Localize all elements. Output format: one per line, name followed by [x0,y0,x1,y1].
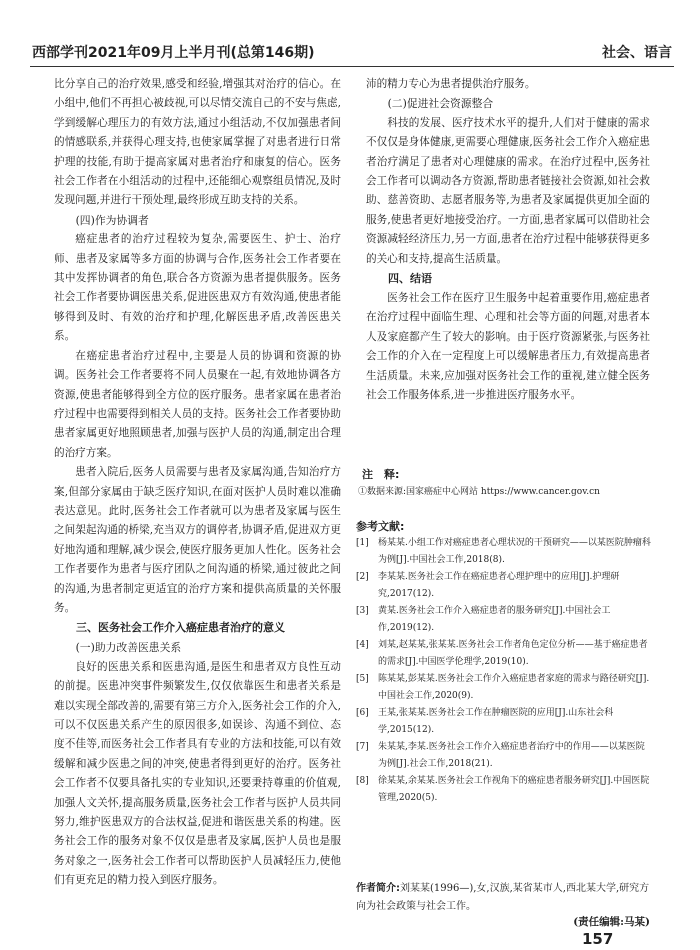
section-heading: 三、医务社会工作介入癌症患者治疗的意义 [76,621,285,635]
page-number: 157 [582,930,614,948]
paragraph: 癌症患者的治疗过程较为复杂,需要医生、护士、治疗师、患者及家属等多方面的协调与合作,医务社会工作者要在其中发挥协调者的角色,联合各方资源为患者提供服务。医务社会工作者要协调医患关系,促进医患双方有效沟通,使患者能够得到及时、有效的治疗和护理,化解医患矛盾,改善医患关系。 [54,233,341,343]
paragraph: 在癌症患者治疗过程中,主要是人员的协调和资源的协调。医务社会工作者要将不同人员聚在一起,有效地协调各方资源,使患者能够得到全方位的医疗服务。患者家属在患者治疗过程中也需要得到相关人员的支持。医务社会工作者要协助患者家属更好地照顾患者,加强与医护人员的沟通,制定出合理的治疗方案。 [54,349,341,459]
reference-item: [2] 李某某.医务社会工作在癌症患者心理护理中的应用[J].护理研究,2017(12). [356,572,620,599]
paragraph: 比分享自己的治疗效果,感受和经验,增强其对治疗的信心。在小组中,他们不再担心被歧视,可以尽情交流自己的不安与焦虑,学到缓解心理压力的有效方法,通过小组活动,不仅加强患者间的情感联系,并获得心理支持,也使家属掌握了对患者进行日常护理的技能,有助于提高家属对患者治疗和康复的信心。医务社会工作者在小组活动的过程中,还能细心观察组员情况,及时发现问题,并进行干预处理,最终形成互助支持的关系。 [54,78,341,207]
reference-item: [1] 杨某某.小组工作对癌症患者心理状况的干预研究——以某医院肿瘤科为例[J].中国社会工作,2018(8). [356,538,651,565]
paragraph: 医务社会工作在医疗卫生服务中起着重要作用,癌症患者在治疗过程中面临生理、心理和社会等方面的问题,对患者本人及家庭都产生了较大的影响。由于医疗资源紧张,与医务社会工作的介入在一定程度上可以缓解患者压力,有效提高患者生活质量。未来,应加强对医务社会工作的重视,建立健全医务社会工作服务体系,进一步推进医疗服务水平。 [366,292,650,402]
reference-item: [6] 王某,张某某.医务社会工作在肿瘤医院的应用[J].山东社会科学,2015(12). [356,708,614,735]
author-text: 刘某某(1996—),女,汉族,某省某市人,西北某大学,研究方向为社会政策与社会工作。 [356,883,650,912]
paragraph: 良好的医患关系和医患沟通,是医生和患者双方良性互动的前提。医患冲突事件频繁发生,仅仅依靠医生和患者关系是难以实现全部改善的,需要有第三方介入,医务社会工作的介入,可以不仅医患关系产生的原因很多,如误诊、沟通不到位、态度不佳等,而医务社会工作者具有专业的方法和技能,可以有效缓解和减少医患之间的冲突,使患者得到更好的治疗。医务社会工作者不仅要具备扎实的专业知识,还要秉持尊重的价值观,加强人文关怀,提高服务质量,医务社会工作者与医护人员共同努力,维护医患双方的合法权益,促进和谐医患关系的构建。医务社会工作的服务对象不仅仅是患者及家属,医护人员也是服务对象之一,医务社会工作者可以帮助医护人员减轻压力,使他们有更充足的精力投入到医疗服务。 [54,660,341,887]
paragraph: 科技的发展、医疗技术水平的提升,人们对于健康的需求不仅仅是身体健康,更需要心理健康,医务社会工作介入癌症患者治疗满足了患者对心理健康的需求。在治疗过程中,医务社会工作者可以调动各方资源,帮助患者链接社会资源,如社会救助、慈善资助、志愿者服务等,为患者及家属提供更加全面的服务,使患者更好地接受治疗。一方面,患者家属可以借助社会资源减轻经济压力,另一方面,患者在治疗过程中能够获得更多的关心和支持,提高生活质量。 [366,116,650,265]
subsection-heading: (一)助力改善医患关系 [75,641,182,655]
section-heading: 四、结语 [388,272,432,286]
section-name: 社会、语言 [602,45,672,61]
left-column [54,75,341,891]
references-heading: 参考文献: [356,520,405,533]
editor-credit: (责任编辑:马某) [573,916,650,928]
header-rule [30,66,674,67]
author-label: 作者简介: [356,883,400,894]
reference-item: [5] 陈某某,彭某某.医务社会工作介入癌症患者家庭的需求与路径研究[J].中国社会工作,2020(9). [356,674,650,701]
notes-heading: 注 释: [362,468,400,481]
references-list [356,535,652,807]
reference-item: [8] 徐某某,余某某.医务社会工作视角下的癌症患者服务研究[J].中国医院管理,2020(5). [356,776,650,803]
author-bio [356,880,656,916]
right-column [366,75,650,406]
reference-item: [3] 黄某.医务社会工作介入癌症患者的服务研究[J].中国社会工作,2019(12). [356,606,611,633]
subsection-heading: (四)作为协调者 [75,213,149,227]
paragraph: 患者入院后,医务人员需要与患者及家属沟通,告知治疗方案,但部分家属由于缺乏医疗知识,在面对医护人员时难以准确表达意见。此时,医务社会工作者就可以为患者及家属与医生之间架起沟通的桥梁,充当双方的调停者,协调矛盾,促进双方更好地沟通和理解,减少误会,使医疗服务更加人性化。医务社会工作者要作为患者与医疗团队之间沟通的桥梁,通过彼此之间的沟通,为患者制定更适宜的治疗方案和提供高质量的关怀服务。 [54,466,341,614]
reference-item: [4] 刘某,赵某某,张某某.医务社会工作者角色定位分析——基于癌症患者的需求[J].中国医学伦理学,2019(10). [356,640,648,667]
subsection-heading: (二)促进社会资源整合 [387,97,494,111]
reference-item: [7] 朱某某,李某.医务社会工作介入癌症患者治疗中的作用——以某医院为例[J].社会工作,2018(21). [356,742,645,769]
journal-title: 西部学刊2021年09月上半月刊(总第146期) [32,45,315,61]
paragraph: 沛的精力专心为患者提供治疗服务。 [366,78,536,90]
notes-text: ①数据来源:国家癌症中心网站 https://www.cancer.gov.cn [358,487,600,497]
page-header [32,42,672,64]
